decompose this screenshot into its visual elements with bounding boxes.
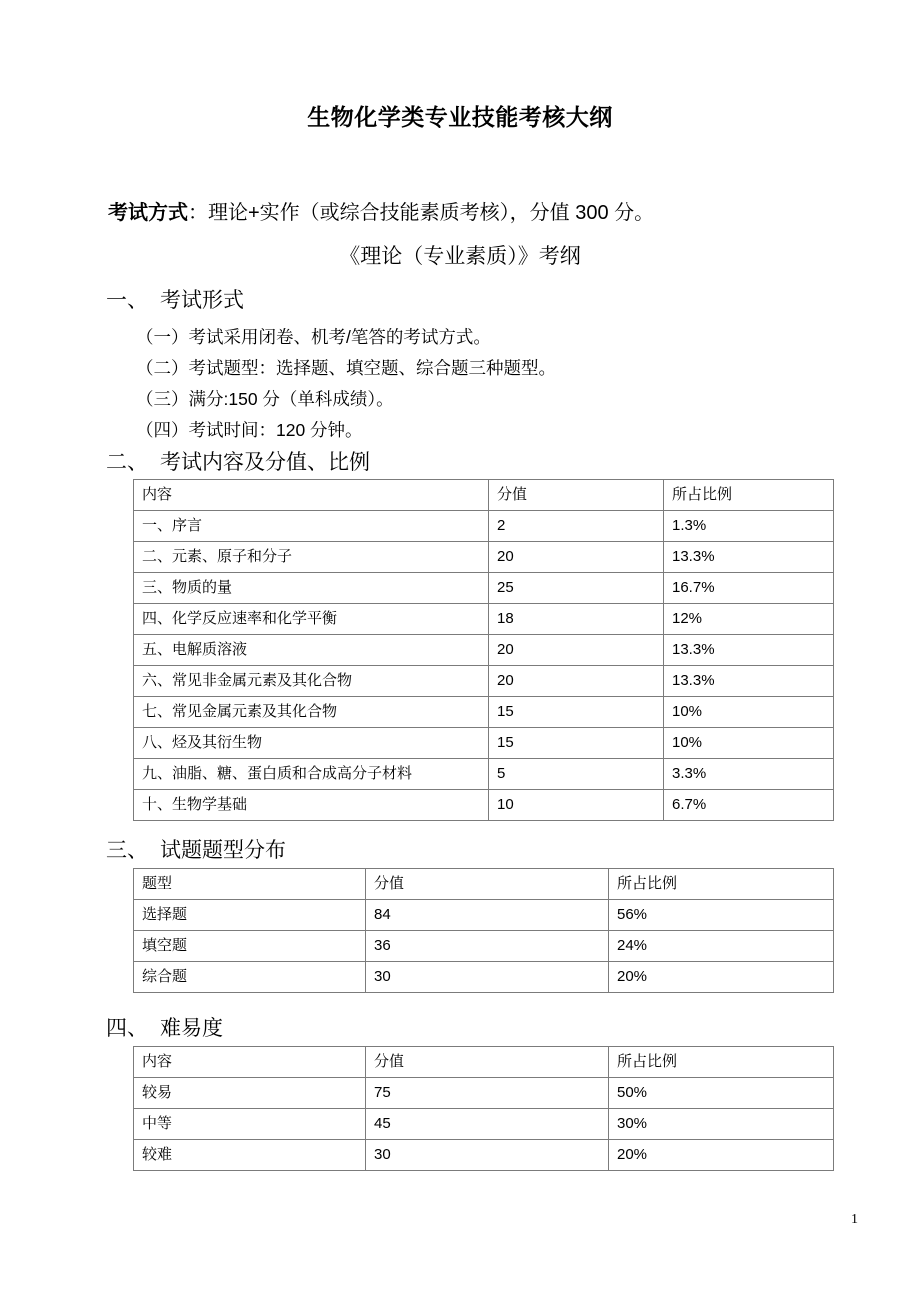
cell-score: 75 <box>366 1078 609 1109</box>
cell-percent: 20% <box>609 1140 834 1171</box>
table-row <box>134 962 834 993</box>
column-header-percent: 所占比例 <box>609 869 834 900</box>
outline-subtitle: 《理论（专业素质）》考纲 <box>339 245 581 268</box>
cell-difficulty: 较难 <box>134 1140 366 1171</box>
difficulty-table <box>133 1046 834 1171</box>
cell-percent: 10% <box>664 697 834 728</box>
cell-content: 三、物质的量 <box>134 573 489 604</box>
section-heading-three <box>106 838 286 864</box>
section-one-item-1: （一）考试采用闭卷、机考/笔答的考试方式。 <box>136 327 491 347</box>
cell-percent: 20% <box>609 962 834 993</box>
cell-percent: 13.3% <box>664 542 834 573</box>
table-row <box>134 573 834 604</box>
cell-content: 五、电解质溶液 <box>134 635 489 666</box>
cell-score: 5 <box>489 759 664 790</box>
question-type-table <box>133 868 834 993</box>
section-title-two: 考试内容及分值、比例 <box>160 451 370 474</box>
cell-content: 七、常见金属元素及其化合物 <box>134 697 489 728</box>
table-row <box>134 635 834 666</box>
table-row <box>134 1109 834 1140</box>
page-number: 1 <box>851 1212 858 1227</box>
table-row <box>134 697 834 728</box>
cell-score: 84 <box>366 900 609 931</box>
cell-score: 36 <box>366 931 609 962</box>
cell-score: 45 <box>366 1109 609 1140</box>
cell-content: 十、生物学基础 <box>134 790 489 821</box>
cell-difficulty: 较易 <box>134 1078 366 1109</box>
table-header-row <box>134 1047 834 1078</box>
column-header-content: 内容 <box>134 1047 366 1078</box>
column-header-score: 分值 <box>366 1047 609 1078</box>
cell-percent: 12% <box>664 604 834 635</box>
table-header-row <box>134 869 834 900</box>
cell-percent: 1.3% <box>664 511 834 542</box>
section-one-item-4: （四）考试时间：120 分钟。 <box>136 420 363 440</box>
section-heading-one <box>106 288 244 314</box>
section-number-two: 二、 <box>106 451 148 474</box>
cell-content: 二、元素、原子和分子 <box>134 542 489 573</box>
column-header-content: 内容 <box>134 480 489 511</box>
section-number-three: 三、 <box>106 839 148 862</box>
cell-difficulty: 中等 <box>134 1109 366 1140</box>
table-row <box>134 604 834 635</box>
cell-percent: 56% <box>609 900 834 931</box>
cell-percent: 30% <box>609 1109 834 1140</box>
section-heading-four <box>106 1016 223 1042</box>
cell-content: 一、序言 <box>134 511 489 542</box>
cell-score: 30 <box>366 962 609 993</box>
cell-score: 15 <box>489 728 664 759</box>
cell-percent: 24% <box>609 931 834 962</box>
cell-question-type: 综合题 <box>134 962 366 993</box>
cell-percent: 50% <box>609 1078 834 1109</box>
cell-percent: 3.3% <box>664 759 834 790</box>
section-one-item-3: （三）满分:150 分（单科成绩）。 <box>136 389 394 409</box>
cell-score: 20 <box>489 666 664 697</box>
cell-percent: 16.7% <box>664 573 834 604</box>
exam-mode-label: 考试方式 <box>108 202 188 224</box>
cell-score: 15 <box>489 697 664 728</box>
table-row <box>134 1078 834 1109</box>
section-title-four: 难易度 <box>160 1017 223 1040</box>
cell-question-type: 填空题 <box>134 931 366 962</box>
table-row <box>134 900 834 931</box>
section-title-one: 考试形式 <box>160 289 244 312</box>
exam-content-table <box>133 479 834 821</box>
section-heading-two <box>106 450 370 476</box>
cell-score: 20 <box>489 635 664 666</box>
section-number-four: 四、 <box>106 1017 148 1040</box>
cell-percent: 10% <box>664 728 834 759</box>
column-header-score: 分值 <box>366 869 609 900</box>
table-header-row <box>134 480 834 511</box>
cell-score: 10 <box>489 790 664 821</box>
table-row <box>134 931 834 962</box>
cell-percent: 13.3% <box>664 666 834 697</box>
exam-mode-line <box>108 200 828 226</box>
cell-score: 30 <box>366 1140 609 1171</box>
cell-question-type: 选择题 <box>134 900 366 931</box>
cell-score: 25 <box>489 573 664 604</box>
column-header-score: 分值 <box>489 480 664 511</box>
table-row <box>134 728 834 759</box>
cell-content: 八、烃及其衍生物 <box>134 728 489 759</box>
table-row <box>134 790 834 821</box>
section-title-three: 试题题型分布 <box>160 839 286 862</box>
cell-score: 2 <box>489 511 664 542</box>
column-header-question-type: 题型 <box>134 869 366 900</box>
cell-content: 四、化学反应速率和化学平衡 <box>134 604 489 635</box>
section-number-one: 一、 <box>106 289 148 312</box>
column-header-percent: 所占比例 <box>664 480 834 511</box>
table-row <box>134 759 834 790</box>
cell-content: 九、油脂、糖、蛋白质和合成高分子材料 <box>134 759 489 790</box>
page-title: 生物化学类专业技能考核大纲 <box>307 104 613 130</box>
table-row <box>134 542 834 573</box>
exam-mode-text: ：理论+实作（或综合技能素质考核），分值 300 分。 <box>188 202 655 224</box>
column-header-percent: 所占比例 <box>609 1047 834 1078</box>
cell-score: 20 <box>489 542 664 573</box>
section-one-item-2: （二）考试题型：选择题、填空题、综合题三种题型。 <box>136 358 556 378</box>
cell-percent: 6.7% <box>664 790 834 821</box>
table-row <box>134 666 834 697</box>
table-row <box>134 1140 834 1171</box>
cell-score: 18 <box>489 604 664 635</box>
cell-percent: 13.3% <box>664 635 834 666</box>
table-row <box>134 511 834 542</box>
cell-content: 六、常见非金属元素及其化合物 <box>134 666 489 697</box>
